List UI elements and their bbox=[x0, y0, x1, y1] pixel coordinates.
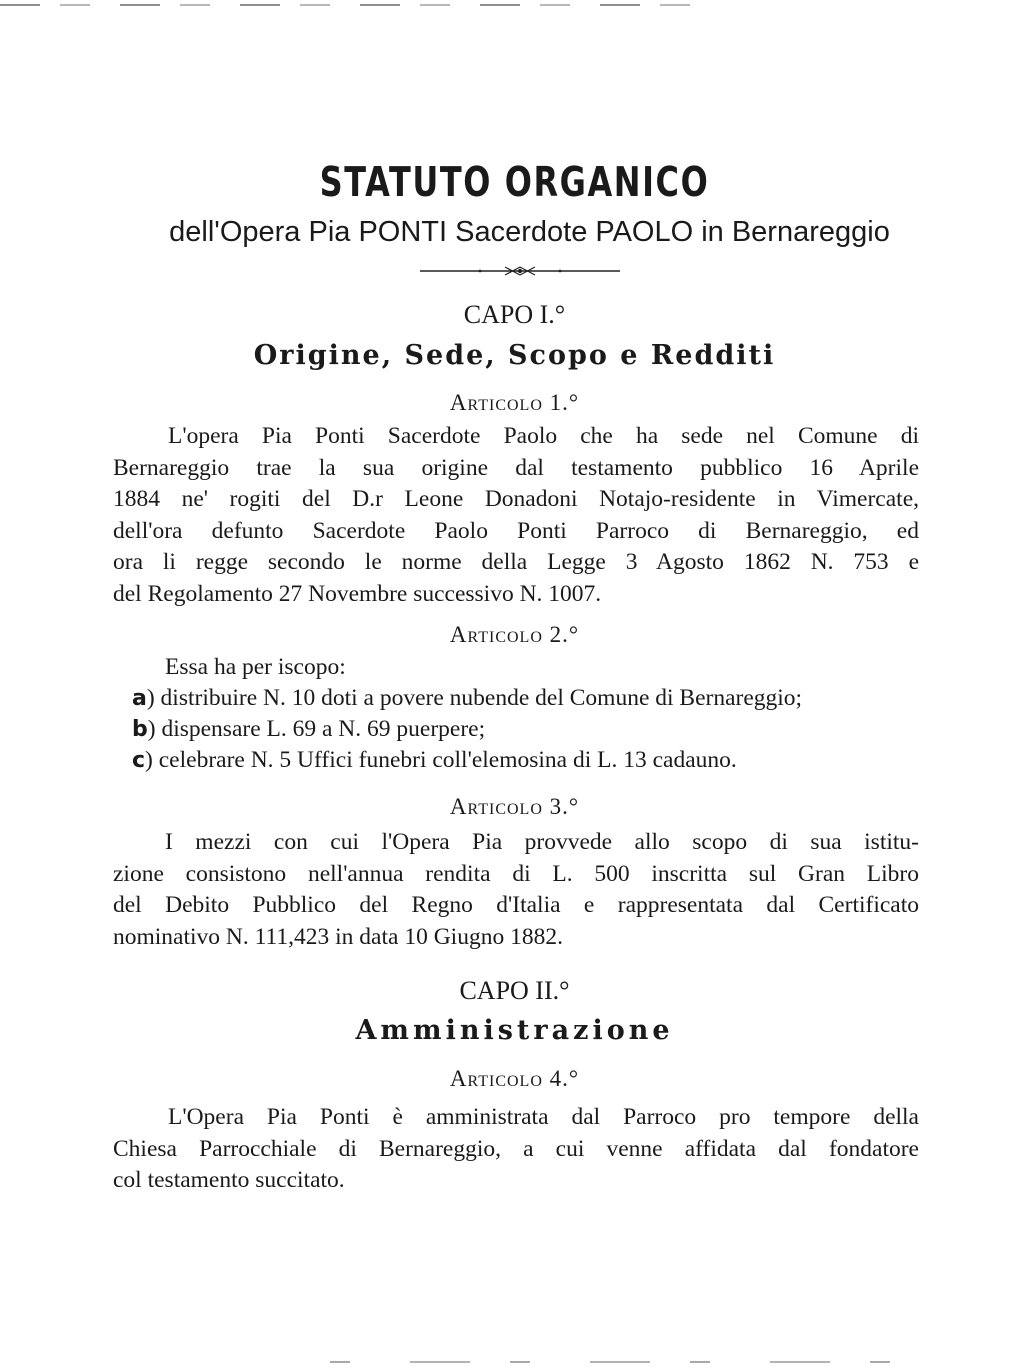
article-4-line: L'Opera Pia Ponti è amministrata dal Parroco pro tempore della bbox=[168, 1104, 919, 1130]
list-item-letter: b bbox=[132, 717, 148, 742]
article-3-line: nominativo N. 111,423 in data 10 Giugno 1882. bbox=[113, 923, 563, 950]
article-1-line: ora li regge secondo le norme della Legge 3 Agosto 1862 N. 753 e bbox=[113, 549, 919, 575]
list-item-text: ) dispensare L. 69 a N. 69 puerpere; bbox=[147, 716, 486, 742]
list-item bbox=[132, 747, 737, 774]
article-2-label: Articolo 2.° bbox=[449, 622, 580, 647]
article-4-label: Articolo 4.° bbox=[449, 1066, 580, 1091]
capo-1-label: CAPO I.° bbox=[463, 300, 566, 329]
list-item bbox=[132, 685, 802, 712]
article-1-line: 1884 ne' rogiti del D.r Leone Donadoni Notajo-residente in Vimercate, bbox=[113, 486, 919, 512]
article-3-text bbox=[113, 827, 919, 953]
article-1-line: L'opera Pia Ponti Sacerdote Paolo che ha sede nel Comune di bbox=[168, 423, 919, 449]
list-item bbox=[132, 716, 485, 743]
document-title: STATUTO ORGANICO bbox=[319, 158, 710, 206]
list-item-letter: a bbox=[132, 686, 147, 711]
article-4-text bbox=[113, 1102, 919, 1197]
article-3-label: Articolo 3.° bbox=[449, 794, 580, 819]
article-3-line: I mezzi con cui l'Opera Pia provvede allo scopo di sua istitu- bbox=[165, 829, 919, 855]
article-3-line: del Debito Pubblico del Regno d'Italia e rappresentata dal Certificato bbox=[113, 892, 919, 918]
list-item-letter: c bbox=[132, 748, 146, 773]
bottom-edge-mark bbox=[330, 1361, 890, 1363]
article-1-label: Articolo 1.° bbox=[449, 390, 580, 415]
list-item-text: ) celebrare N. 5 Uffici funebri coll'elemosina di L. 13 cadauno. bbox=[145, 747, 737, 773]
document-subtitle: dell'Opera Pia PONTI Sacerdote PAOLO in Bernareggio bbox=[169, 216, 890, 248]
list-item-text: ) distribuire N. 10 doti a povere nubende del Comune di Bernareggio; bbox=[146, 685, 803, 711]
article-4-line: col testamento succitato. bbox=[113, 1167, 345, 1193]
article-2-intro: Essa ha per iscopo: bbox=[165, 654, 346, 680]
top-edge-mark bbox=[0, 4, 690, 6]
article-4-line: Chiesa Parrocchiale di Bernareggio, a cui venne affidata dal fondatore bbox=[113, 1135, 919, 1162]
article-3-line: zione consistono nell'annua rendita di L. 500 inscritta sul Gran Libro bbox=[113, 860, 919, 887]
article-1-text bbox=[113, 421, 919, 610]
capo-2-heading: Amministrazione bbox=[355, 1015, 674, 1046]
capo-1-heading: Origine, Sede, Scopo e Redditi bbox=[253, 340, 776, 371]
capo-2-label: CAPO II.° bbox=[459, 976, 570, 1005]
article-1-line: Bernareggio trae la sua origine dal testamento pubblico 16 Aprile bbox=[113, 454, 919, 481]
article-1-line: del Regolamento 27 Novembre successivo N. 1007. bbox=[113, 580, 602, 607]
ornament-divider bbox=[420, 266, 620, 276]
article-1-line: dell'ora defunto Sacerdote Paolo Ponti Parroco di Bernareggio, ed bbox=[113, 517, 919, 544]
